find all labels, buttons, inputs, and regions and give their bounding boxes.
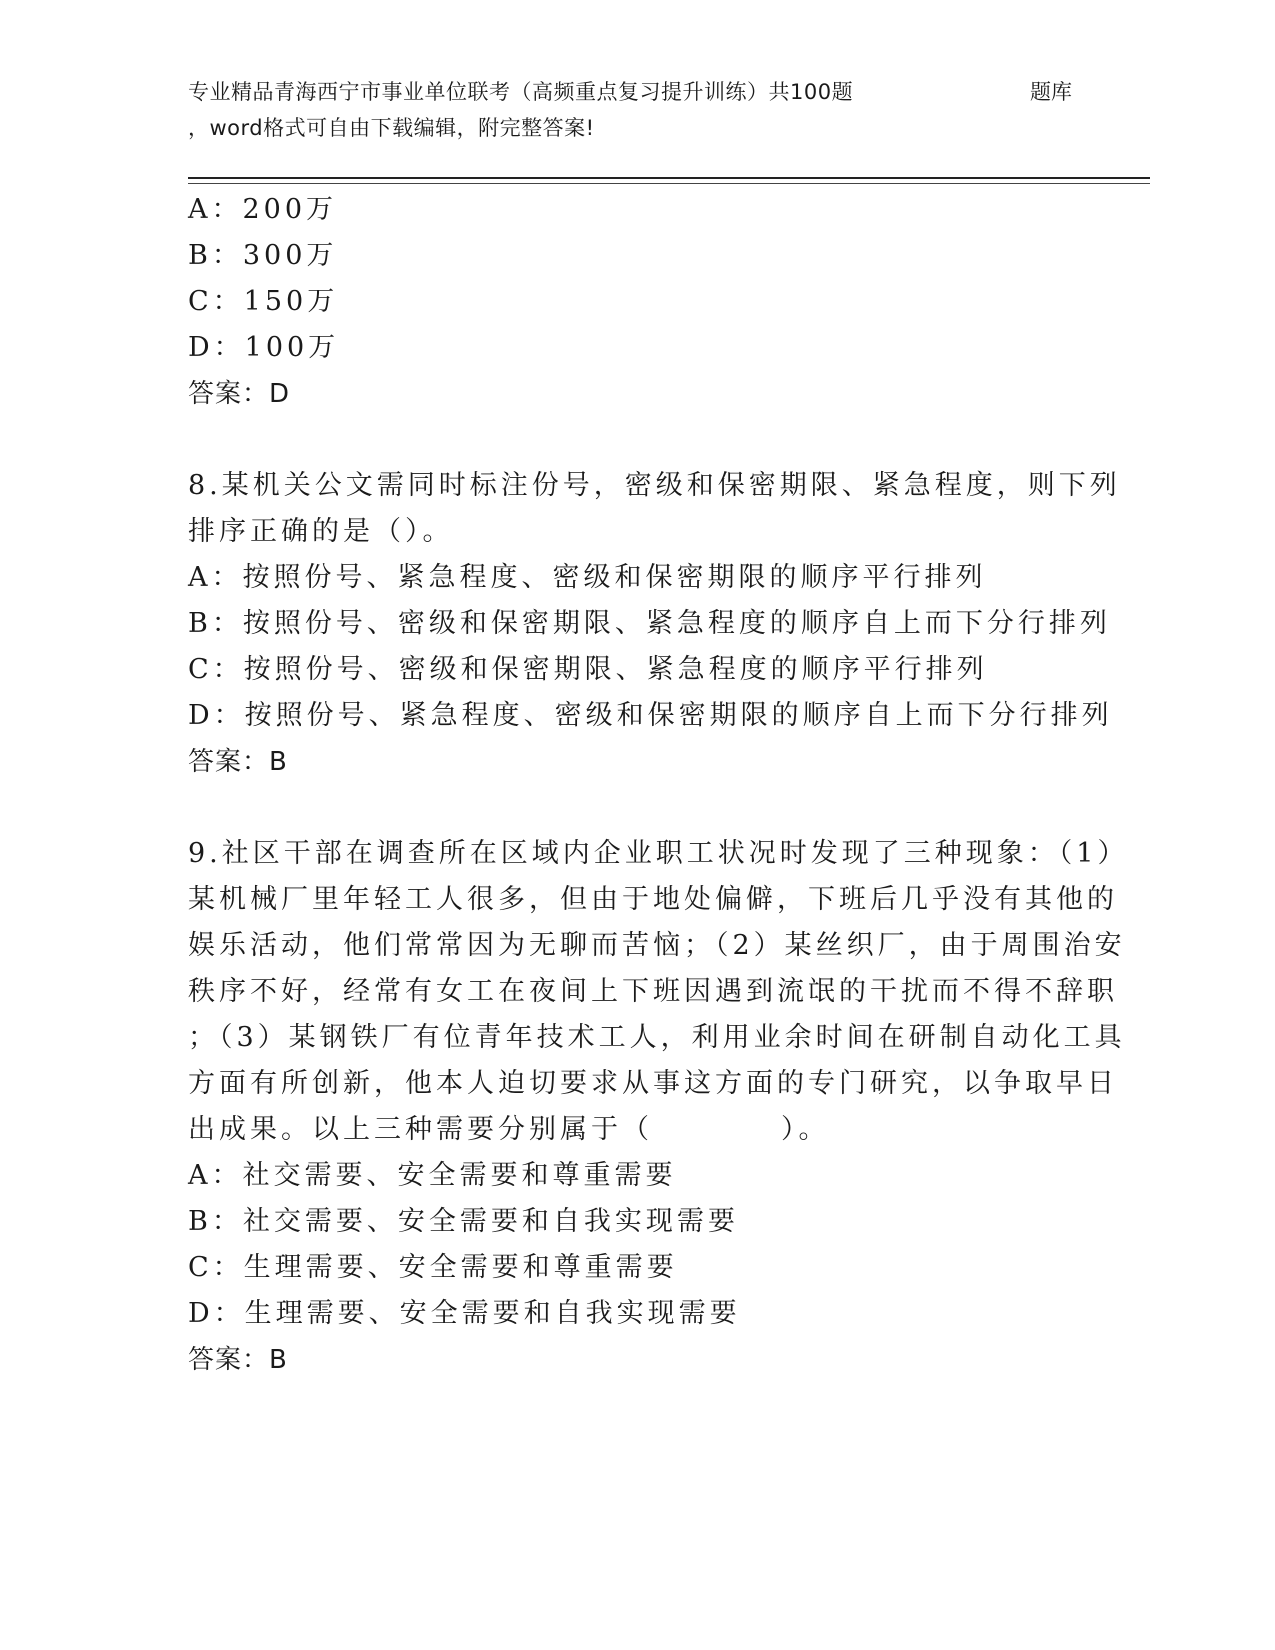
stem-text-before-blank: 出成果。以上三种需要分别属于（: [188, 1114, 653, 1145]
option-d: D：生理需要、安全需要和自我实现需要: [188, 1298, 741, 1329]
option-a: A：按照份号、紧急程度、密级和保密期限的顺序平行排列: [188, 562, 987, 593]
question-stem-line: 9.社区干部在调查所在区域内企业职工状况时发现了三种现象：（1）: [188, 838, 1129, 869]
page-header: [188, 74, 1148, 146]
option-c: C：按照份号、密级和保密期限、紧急程度的顺序平行排列: [188, 654, 988, 685]
answer-line: 答案：B: [188, 747, 288, 777]
option-b: B：社交需要、安全需要和自我实现需要: [188, 1206, 739, 1237]
option-b: B：300万: [188, 240, 338, 271]
option-d: D：100万: [188, 332, 340, 363]
question-stem-line: ；（3）某钢铁厂有位青年技术工人，利用业余时间在研制自动化工具: [188, 1022, 1126, 1053]
header-divider-thin: [188, 183, 1150, 184]
question-9: [188, 831, 1129, 1383]
option-c: C：生理需要、安全需要和尊重需要: [188, 1252, 678, 1283]
question-stem-line: 8.某机关公文需同时标注份号，密级和保密期限、紧急程度，则下列: [188, 470, 1121, 501]
question-stem-line: 娱乐活动，他们常常因为无聊而苦恼；（2）某丝织厂，由于周围治安: [188, 930, 1126, 961]
header-divider-thick: [188, 177, 1150, 179]
question-stem-line: 某机械厂里年轻工人很多，但由于地处偏僻，下班后几乎没有其他的: [188, 884, 1118, 915]
question-7-continued: [188, 187, 1088, 417]
answer-line: 答案：D: [188, 379, 291, 409]
stem-text-after-blank: ）。: [781, 1114, 830, 1145]
question-spacer: [188, 417, 1088, 463]
question-stem-line: 排序正确的是（）。: [188, 516, 454, 547]
document-body: [188, 187, 1129, 1383]
header-tag: 题库: [1030, 80, 1072, 104]
option-d: D：按照份号、紧急程度、密级和保密期限的顺序自上而下分行排列: [188, 700, 1113, 731]
question-8: [188, 463, 1121, 785]
header-title-line-2: ，word格式可自由下载编辑，附完整答案!: [188, 116, 595, 140]
option-a: A：社交需要、安全需要和尊重需要: [188, 1160, 677, 1191]
header-title-line-1: 专业精品青海西宁市事业单位联考（高频重点复习提升训练）共100题: [188, 80, 854, 104]
question-stem-line: 秩序不好，经常有女工在夜间上下班因遇到流氓的干扰而不得不辞职: [188, 976, 1118, 1007]
answer-line: 答案：B: [188, 1345, 288, 1375]
option-a: A：200万: [188, 194, 338, 225]
question-stem-line: 方面有所创新，他本人迫切要求从事这方面的专门研究，以争取早日: [188, 1068, 1118, 1099]
question-spacer: [188, 785, 1088, 831]
option-b: B：按照份号、密级和保密期限、紧急程度的顺序自上而下分行排列: [188, 608, 1111, 639]
option-c: C：150万: [188, 286, 339, 317]
question-stem-last-line: [188, 1107, 1088, 1153]
